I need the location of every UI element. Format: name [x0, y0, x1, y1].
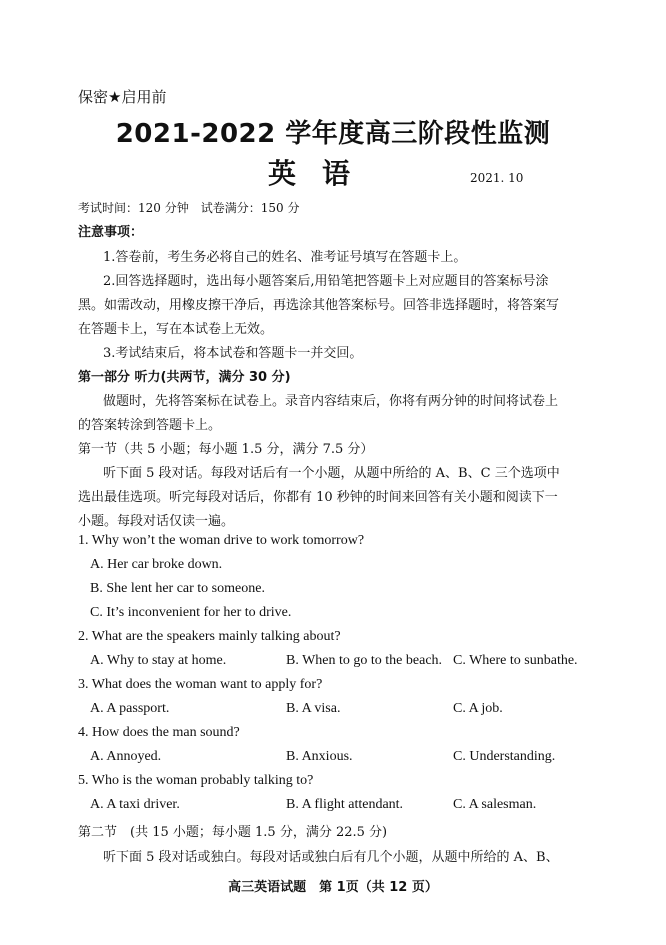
notes-heading: 注意事项： [78, 225, 144, 240]
question-4-option-c: C. Understanding. [453, 749, 556, 764]
question-1: 1. Why won’t the woman drive to work tomorrow? [78, 533, 365, 548]
question-2: 2. What are the speakers mainly talking about? [78, 629, 341, 644]
section1-intro: 听下面 5 段对话。每段对话后有一个小题，从题中所给的 A、B、C 三个选项中 [103, 466, 560, 481]
note-item: 3.考试结束后，将本试卷和答题卡一并交回。 [103, 346, 363, 361]
question-1-option-b: B. She lent her car to someone. [90, 581, 265, 596]
question-2-option-a: A. Why to stay at home. [90, 653, 227, 668]
question-2-option-c: C. Where to sunbathe. [453, 653, 578, 668]
question-4: 4. How does the man sound? [78, 725, 240, 740]
part1-heading: 第一部分 听力(共两节，满分 30 分) [78, 370, 291, 385]
question-5-option-a: A. A taxi driver. [90, 797, 180, 812]
part1-intro: 的答案转涂到答题卡上。 [78, 418, 222, 433]
question-3-option-a: A. A passport. [90, 701, 170, 716]
question-2-option-b: B. When to go to the beach. [286, 653, 443, 668]
section1-intro: 小题。每段对话仅读一遍。 [78, 514, 235, 529]
question-5: 5. Who is the woman probably talking to? [78, 773, 314, 788]
page-footer: 高三英语试题 第 1页（共 12 页） [228, 880, 438, 895]
section2-heading: 第二节 (共 15 小题；每小题 1.5 分，满分 22.5 分) [78, 825, 388, 840]
question-4-option-a: A. Annoyed. [90, 749, 162, 764]
section1-intro: 选出最佳选项。听完每段对话后，你都有 10 秒钟的时间来回答有关小题和阅读下一 [78, 490, 558, 505]
section2-intro: 听下面 5 段对话或独白。每段对话或独白后有几个小题，从题中所给的 A、B、 [103, 850, 559, 865]
note-item: 黑。如需改动，用橡皮擦干净后，再选涂其他答案标号。回答非选择题时，将答案写 [78, 298, 560, 313]
confidential-label: 保密★启用前 [78, 88, 167, 106]
question-1-option-c: C. It’s inconvenient for her to drive. [90, 605, 292, 620]
note-item: 2.回答选择题时，选出每小题答案后,用铅笔把答题卡上对应题目的答案标号涂 [103, 274, 549, 289]
question-4-option-b: B. Anxious. [286, 749, 353, 764]
question-5-option-c: C. A salesman. [453, 797, 537, 812]
exam-date: 2021. 10 [470, 171, 524, 185]
question-3-option-c: C. A job. [453, 701, 503, 716]
question-3-option-b: B. A visa. [286, 701, 341, 716]
question-3: 3. What does the woman want to apply for? [78, 677, 323, 692]
question-1-option-a: A. Her car broke down. [90, 557, 223, 572]
section1-heading: 第一节（共 5 小题；每小题 1.5 分，满分 7.5 分） [78, 442, 374, 457]
subject-title: 英语 [268, 157, 377, 190]
note-item: 在答题卡上，写在本试卷上无效。 [78, 322, 274, 337]
question-5-option-b: B. A flight attendant. [286, 797, 404, 812]
part1-intro: 做题时，先将答案标在试卷上。录音内容结束后，你将有两分钟的时间将试卷上 [103, 394, 559, 409]
exam-info: 考试时间：120 分钟 试卷满分：150 分 [78, 201, 300, 215]
note-item: 1.答卷前，考生务必将自己的姓名、准考证号填写在答题卡上。 [103, 250, 467, 265]
exam-title: 2021-2022 学年度高三阶段性监测 [115, 119, 551, 149]
